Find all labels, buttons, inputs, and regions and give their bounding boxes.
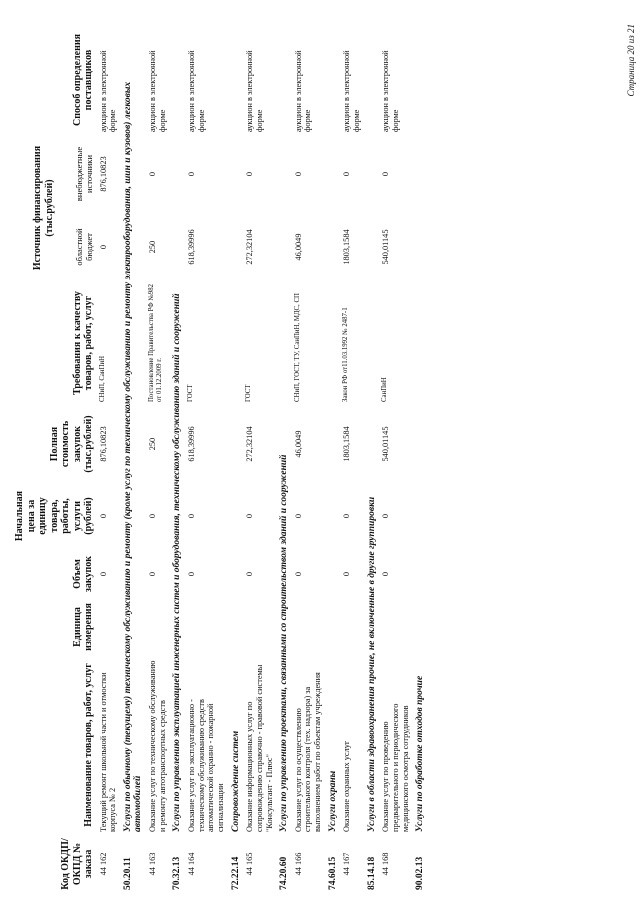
row-unit — [97, 599, 120, 655]
row-name: Текущий ремонт школьной части и отмостки корпуса № 2 — [98, 672, 118, 832]
group-name: Услуги охраны — [327, 770, 338, 832]
row-unit — [185, 599, 227, 655]
row-price: 0 — [342, 513, 352, 519]
table-row — [97, 25, 120, 893]
row-code: 44 163 — [148, 852, 158, 876]
row-funding-extra: 0 — [381, 171, 391, 177]
row-volume: 0 — [293, 571, 303, 577]
row-requirements: СНиП, ГОСТ, ТУ, СанПиН, МДС, СП — [293, 293, 301, 402]
row-price: 0 — [98, 513, 108, 519]
header-price: Начальная цена за единицу товара, работы, услуги (рублей) — [14, 490, 94, 542]
header-name: Наименование товаров, работ, услуг — [83, 663, 94, 827]
row-funding-extra: 0 — [245, 171, 255, 177]
table-body — [97, 25, 428, 893]
group-row — [169, 25, 185, 893]
row-unit — [340, 599, 363, 655]
table-row — [292, 25, 325, 893]
row-price: 0 — [293, 513, 303, 519]
row-method: аукцион в электронной форме — [381, 50, 400, 132]
header-method: Способ определения поставщиков — [71, 33, 94, 127]
row-method: аукцион в электронной форме — [293, 50, 313, 132]
row-volume: 0 — [342, 571, 352, 577]
row-name: Оказание охранных услуг — [342, 740, 352, 832]
group-name: Сопровождение систем — [230, 730, 241, 832]
row-funding-extra: 876,10823 — [98, 156, 108, 192]
row-funding-regional: 0 — [98, 244, 108, 250]
header-code: Код ОКДП/ ОКПД № заказа — [60, 838, 94, 890]
group-name: Услуги в области здравоохранения прочие, не включенные в другие группировки — [366, 496, 377, 832]
header-funding-regional: областной бюджет — [73, 228, 94, 266]
header-requirements: Требования к качеству товаров, работ, услуг — [71, 291, 94, 395]
row-code: 44 165 — [245, 852, 255, 876]
row-funding-extra: 0 — [148, 171, 158, 177]
group-row — [276, 25, 292, 893]
procurement-plan-table — [12, 25, 428, 893]
row-funding-extra: 0 — [342, 171, 352, 177]
header-total: Полная стоимость закупок (тыс.рублей) — [48, 415, 94, 473]
group-code: 70.32.13 — [172, 856, 183, 890]
row-funding-extra: 0 — [187, 171, 197, 177]
row-funding-regional: 272,32104 — [245, 229, 255, 265]
row-total: 46,0049 — [293, 430, 303, 458]
table-header — [12, 25, 97, 893]
row-method: аукцион в электронной форме — [245, 50, 264, 132]
group-name: Услуги по обработке отходов прочие — [415, 675, 426, 832]
row-name: Оказание услуг по проведению предварительного и периодического медицинского осмотра сотрудников — [381, 703, 410, 832]
table-row — [379, 25, 412, 893]
group-code: 50.20.11 — [122, 857, 133, 890]
row-funding-regional: 1803,1584 — [342, 229, 352, 265]
table-row — [243, 25, 276, 893]
row-funding-regional: 46,0049 — [293, 233, 303, 261]
row-price: 0 — [245, 513, 255, 519]
row-method: аукцион в электронной форме — [342, 50, 361, 132]
header-funding: Источник финансирования (тыс.рублей) — [32, 145, 55, 271]
row-code: 44 166 — [293, 852, 303, 876]
group-name: Услуги по обычному (текущему) техническому обслуживанию и ремонту (кроме услуг по техническому обслуживанию и ремонту электрооборудования, шин и кузовов) легковых автомобилей — [122, 81, 144, 832]
group-code: 72.22.14 — [230, 856, 241, 890]
header-funding-extra: внебюджетные источники — [73, 146, 94, 202]
group-name: Услуги по управлению эксплуатацией инженерных систем и оборудования, техническому обслуживанию зданий и сооружений — [172, 293, 183, 832]
row-method: аукцион в электронной форме — [98, 50, 118, 132]
row-method: аукцион в электронной форме — [187, 50, 206, 132]
row-funding-regional: 540,01145 — [381, 229, 391, 265]
row-funding-extra: 0 — [293, 171, 303, 177]
row-unit — [243, 599, 276, 655]
row-unit — [146, 599, 169, 655]
group-code: 74.60.15 — [327, 856, 338, 890]
row-unit — [292, 599, 325, 655]
group-name: Услуги по управлению проектами, связанными со строительством зданий и сооружений — [279, 454, 290, 832]
row-name: Оказание услуг по техническому обслуживанию и ремонту автотранспортных средств — [148, 660, 167, 832]
row-volume: 0 — [187, 571, 197, 577]
row-funding-regional: 618,39996 — [187, 229, 197, 265]
row-price: 0 — [187, 513, 197, 519]
row-code: 44 162 — [98, 852, 108, 876]
row-volume: 0 — [381, 571, 391, 577]
table-row — [146, 25, 169, 893]
row-code: 44 164 — [187, 852, 197, 876]
row-unit — [379, 599, 412, 655]
row-total: 618,39996 — [187, 426, 197, 462]
row-code: 44 167 — [342, 852, 352, 876]
row-requirements: Постановление Правительства РФ №982 от 01.12.2009 г. — [148, 283, 164, 402]
row-volume: 0 — [148, 571, 158, 577]
row-requirements: СНиП, СанПиН — [98, 355, 106, 402]
row-total: 540,01145 — [381, 426, 391, 462]
row-volume: 0 — [98, 571, 108, 577]
page-number: Страница 20 из 21 — [626, 24, 636, 97]
row-total: 876,10823 — [98, 426, 108, 462]
row-volume: 0 — [245, 571, 255, 577]
group-row — [412, 25, 428, 893]
header-unit: Единица измерения — [71, 603, 94, 651]
row-name: Оказание информационных услуг по сопровождению справочно - правовой системы "Консультант - Плюс" — [245, 664, 274, 832]
row-price: 0 — [381, 513, 391, 519]
row-price: 0 — [148, 513, 158, 519]
row-requirements: СанПиН — [381, 377, 389, 402]
group-row — [325, 25, 341, 893]
group-row — [228, 25, 244, 893]
group-row — [364, 25, 380, 893]
row-code: 44 168 — [381, 852, 391, 876]
table-row — [185, 25, 227, 893]
row-funding-regional: 250 — [148, 240, 158, 254]
row-method: аукцион в электронной форме — [148, 50, 167, 132]
row-requirements: Закон РФ от11.03.1992 № 2487-1 — [342, 307, 350, 402]
group-code: 85.14.18 — [366, 856, 377, 890]
group-code: 74.20.60 — [279, 856, 290, 890]
header-volume: Объем закупок — [71, 555, 94, 593]
row-total: 1803,1584 — [342, 426, 352, 462]
table-row — [340, 25, 363, 893]
row-name: Оказание услуг по эксплуатационно - техническому обслуживанию средств автоматической охранно - пожарной сигнализации — [187, 699, 225, 832]
group-row — [120, 25, 147, 893]
row-total: 250 — [148, 437, 158, 451]
row-requirements: ГОСТ — [187, 384, 195, 402]
group-code: 90.02.13 — [415, 856, 426, 890]
row-requirements: ГОСТ — [245, 384, 253, 402]
row-total: 272,32104 — [245, 426, 255, 462]
row-name: Оказание услуг по осуществлению строительного контроля (тех. надзора) за выполнением работ по объектам учреждения — [293, 672, 323, 832]
